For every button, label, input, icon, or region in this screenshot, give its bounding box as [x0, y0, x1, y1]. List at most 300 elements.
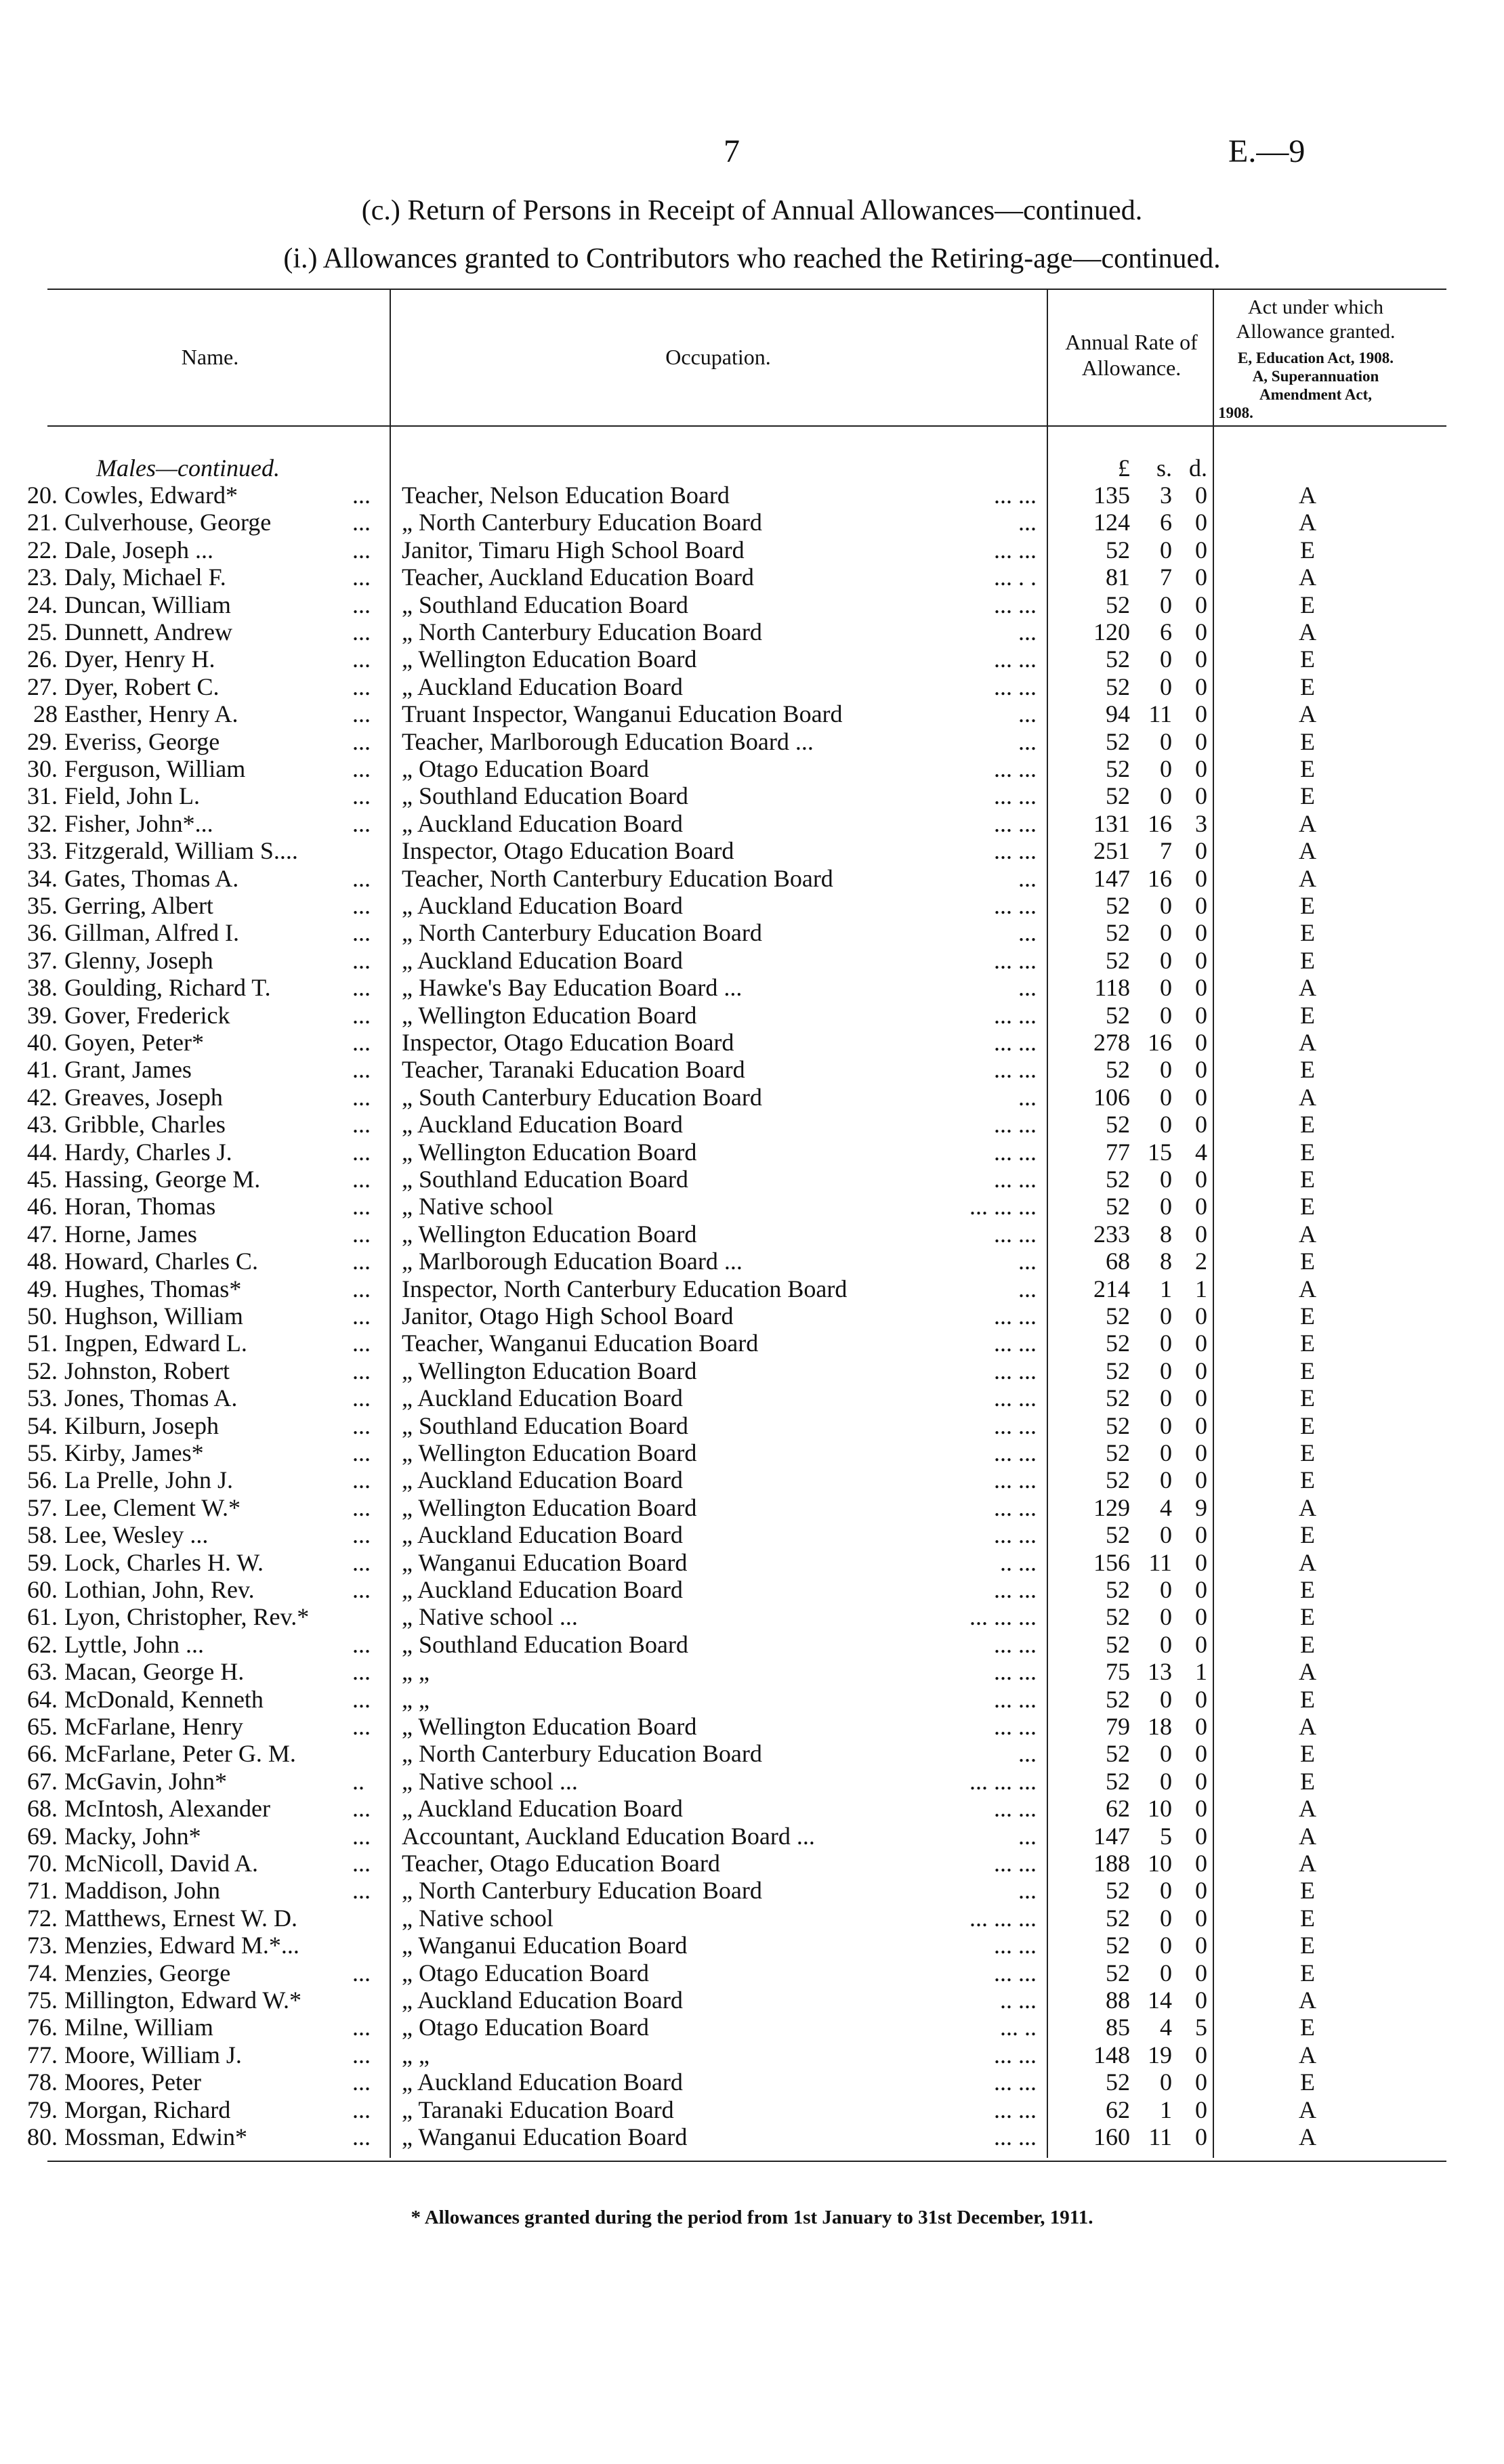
table-row [0, 947, 1504, 974]
name-leader-dots: ... [352, 1384, 371, 1412]
occupation-leader-dots: ... ... [994, 1029, 1037, 1056]
row-number: 31. [27, 782, 58, 810]
table-row [0, 1549, 1504, 1576]
occupation-leader-dots: ... ... [994, 755, 1037, 782]
rate-pence: 0 [1195, 1439, 1207, 1466]
rate-pounds: 52 [1106, 1302, 1130, 1330]
occupation-leader-dots: ... ... [994, 1658, 1037, 1686]
rate-pence: 5 [1195, 2014, 1207, 2041]
person-name: Ferguson, William [64, 755, 246, 782]
rate-pence: 0 [1195, 1056, 1207, 1084]
rate-pounds: 160 [1093, 2123, 1130, 2150]
occupation: „ Auckland Education Board [402, 946, 683, 974]
occupation: „ Wanganui Education Board [402, 1932, 688, 1959]
occupation-leader-dots: ... ... [994, 1384, 1037, 1412]
occupation-leader-dots: ... ... [994, 1166, 1037, 1193]
rate-pounds: 233 [1093, 1220, 1130, 1248]
row-number: 55. [27, 1439, 58, 1466]
rate-pounds: 147 [1093, 864, 1130, 892]
rate-pence: 0 [1195, 2041, 1207, 2068]
name-leader-dots: ... [352, 1877, 371, 1905]
occupation-leader-dots: ... ... [994, 2096, 1037, 2123]
table-row [0, 1905, 1504, 1932]
rate-pounds: 79 [1106, 1713, 1130, 1740]
person-name: Lothian, John, Rev. [64, 1576, 255, 1603]
act-code: A [1299, 1795, 1316, 1823]
person-name: Moore, William J. [64, 2041, 242, 2068]
name-leader-dots: ... [352, 1439, 371, 1466]
rate-pounds: 129 [1093, 1493, 1130, 1521]
occupation-leader-dots: ... [1018, 1083, 1037, 1111]
name-leader-dots: ... [352, 2096, 371, 2123]
occupation: „ Wellington Education Board [402, 1493, 697, 1521]
row-number: 33. [27, 837, 58, 865]
name-leader-dots: ... [352, 1795, 371, 1823]
row-number: 53. [27, 1384, 58, 1412]
rate-shillings: 0 [1160, 1330, 1172, 1357]
name-leader-dots: ... [352, 2041, 371, 2068]
rate-shillings: 13 [1148, 1658, 1172, 1686]
row-number: 54. [27, 1411, 58, 1439]
rate-shillings: 4 [1160, 1493, 1172, 1521]
rate-shillings: 16 [1148, 809, 1172, 837]
act-code: A [1299, 1658, 1316, 1686]
occupation-leader-dots: ... ... [994, 1795, 1037, 1823]
rate-pence: 0 [1195, 1767, 1207, 1795]
person-name: Lee, Wesley ... [64, 1521, 209, 1549]
rate-shillings: 0 [1160, 755, 1172, 782]
name-leader-dots: ... [352, 2068, 371, 2096]
rate-shillings: 0 [1160, 1193, 1172, 1220]
rate-shillings: 0 [1160, 1001, 1172, 1029]
act-code: A [1299, 482, 1316, 509]
name-leader-dots: ... [352, 1411, 371, 1439]
person-name: Mossman, Edwin* [64, 2123, 247, 2150]
person-name: Gribble, Charles [64, 1111, 226, 1139]
rate-pounds: 62 [1106, 2096, 1130, 2123]
person-name: Hassing, George M. [64, 1166, 261, 1193]
name-leader-dots: ... [352, 892, 371, 919]
occupation-leader-dots: .. ... [1000, 1548, 1037, 1576]
occupation-leader-dots: ... ... [994, 1466, 1037, 1494]
table-row [0, 1275, 1504, 1302]
occupation-leader-dots: ... ... ... [969, 1603, 1037, 1631]
rate-pounds: 52 [1106, 1193, 1130, 1220]
document-code: E.—9 [1228, 133, 1305, 169]
rate-pence: 0 [1195, 946, 1207, 974]
table-row [0, 1084, 1504, 1111]
act-code: A [1299, 2123, 1316, 2150]
occupation: „ Wellington Education Board [402, 1357, 697, 1384]
name-leader-dots: ... [352, 946, 371, 974]
table-row [0, 1248, 1504, 1275]
person-name: La Prelle, John J. [64, 1466, 233, 1494]
allowance-subtitle: (i.) Allowances granted to Contributors who reached the Retiring-age—continued. [283, 243, 1221, 274]
rate-shillings: 6 [1160, 509, 1172, 536]
act-code: A [1299, 1220, 1316, 1248]
row-number: 57. [27, 1493, 58, 1521]
name-leader-dots: .. [352, 1767, 364, 1795]
table-row [0, 482, 1504, 509]
act-code: E [1300, 1302, 1315, 1330]
act-code: E [1300, 892, 1315, 919]
rate-pounds: 85 [1106, 2014, 1130, 2041]
rate-pence: 0 [1195, 1548, 1207, 1576]
rate-shillings: 0 [1160, 1466, 1172, 1494]
row-number: 29. [27, 727, 58, 755]
rate-pence: 0 [1195, 1987, 1207, 2014]
occupation: „ Auckland Education Board [402, 1111, 683, 1139]
act-code: A [1299, 2041, 1316, 2068]
row-number: 27. [27, 673, 58, 700]
table-row [0, 1220, 1504, 1248]
column-header-act-line6: 1908. [1218, 404, 1253, 421]
rate-pounds: 52 [1106, 645, 1130, 673]
rate-pounds: 147 [1093, 1822, 1130, 1850]
act-code: E [1300, 1056, 1315, 1084]
rate-pounds: 52 [1106, 1439, 1130, 1466]
rate-shillings: 0 [1160, 645, 1172, 673]
row-number: 59. [27, 1548, 58, 1576]
table-row [0, 1111, 1504, 1138]
person-name: Easther, Henry A. [64, 700, 238, 728]
rate-shillings: 0 [1160, 1302, 1172, 1330]
person-name: Dyer, Robert C. [64, 673, 220, 700]
rate-pounds: 88 [1106, 1987, 1130, 2014]
name-leader-dots: ... [352, 2014, 371, 2041]
row-number: 69. [27, 1822, 58, 1850]
column-header-name: Name. [181, 345, 239, 369]
occupation: „ North Canterbury Education Board [402, 1740, 762, 1768]
rate-pounds: 135 [1093, 482, 1130, 509]
occupation-leader-dots: ... ... [994, 1302, 1037, 1330]
occupation-leader-dots: ... ... [994, 1001, 1037, 1029]
name-leader-dots: ... [352, 1357, 371, 1384]
person-name: Maddison, John [64, 1877, 221, 1905]
name-leader-dots: ... [352, 1576, 371, 1603]
rate-shillings: 15 [1148, 1138, 1172, 1166]
name-leader-dots: ... [352, 919, 371, 947]
act-code: E [1300, 1439, 1315, 1466]
rate-pounds: 77 [1106, 1138, 1130, 1166]
rate-pence: 0 [1195, 1166, 1207, 1193]
name-leader-dots: ... [352, 1275, 371, 1302]
column-header-rate-line2: Allowance. [1081, 356, 1182, 380]
rate-shillings: 1 [1160, 1275, 1172, 1302]
rate-pounds: 52 [1106, 673, 1130, 700]
table-row [0, 728, 1504, 755]
person-name: Matthews, Ernest W. D. [64, 1904, 297, 1932]
name-leader-dots: ... [352, 1330, 371, 1357]
name-leader-dots: ... [352, 727, 371, 755]
person-name: McGavin, John* [64, 1767, 227, 1795]
row-number: 76. [27, 2014, 58, 2041]
rate-pounds: 52 [1106, 946, 1130, 974]
table-row [0, 1740, 1504, 1767]
column-header-rate-line1: Annual Rate of [1065, 330, 1198, 354]
rate-shillings: 1 [1160, 2096, 1172, 2123]
act-code: A [1299, 1275, 1316, 1302]
name-leader-dots: ... [352, 1521, 371, 1549]
person-name: Gover, Frederick [64, 1001, 230, 1029]
rate-pounds: 148 [1093, 2041, 1130, 2068]
rate-pounds: 52 [1106, 1959, 1130, 1987]
person-name: Fitzgerald, William S.... [64, 837, 298, 865]
rate-shillings: 16 [1148, 864, 1172, 892]
person-name: Dale, Joseph ... [64, 536, 213, 564]
rate-pence: 0 [1195, 564, 1207, 591]
rate-pounds: 81 [1106, 564, 1130, 591]
rate-pence: 0 [1195, 700, 1207, 728]
occupation: „ South Canterbury Education Board [402, 1083, 762, 1111]
act-code: E [1300, 1576, 1315, 1603]
occupation: „ Wellington Education Board [402, 1220, 697, 1248]
rate-pence: 0 [1195, 482, 1207, 509]
table-row [0, 509, 1504, 536]
table-row [0, 591, 1504, 618]
rate-pence: 0 [1195, 1795, 1207, 1823]
person-name: McFarlane, Peter G. M. [64, 1740, 296, 1768]
occupation: „ Southland Education Board [402, 782, 688, 810]
occupation: Truant Inspector, Wanganui Education Board [402, 700, 843, 728]
rate-pence: 0 [1195, 591, 1207, 618]
rate-pounds: 52 [1106, 1111, 1130, 1139]
name-leader-dots: ... [352, 809, 371, 837]
rate-pounds: 52 [1106, 782, 1130, 810]
row-number: 47. [27, 1220, 58, 1248]
rate-pounds: 52 [1106, 892, 1130, 919]
rate-shillings: 5 [1160, 1822, 1172, 1850]
row-number: 34. [27, 864, 58, 892]
person-name: Goyen, Peter* [64, 1029, 204, 1056]
rate-pounds: 52 [1106, 1411, 1130, 1439]
name-leader-dots: ... [352, 1685, 371, 1713]
person-name: Kilburn, Joseph [64, 1411, 219, 1439]
table-row [0, 1987, 1504, 2014]
row-number: 30. [27, 755, 58, 782]
act-code: A [1299, 564, 1316, 591]
act-code: E [1300, 1111, 1315, 1139]
name-leader-dots: ... [352, 645, 371, 673]
table-row [0, 1302, 1504, 1330]
table-row [0, 837, 1504, 864]
row-number: 43. [27, 1111, 58, 1139]
name-leader-dots: ... [352, 700, 371, 728]
rate-shillings: 19 [1148, 2041, 1172, 2068]
table-row [0, 1658, 1504, 1685]
name-leader-dots: ... [352, 1548, 371, 1576]
act-code: A [1299, 509, 1316, 536]
name-leader-dots: ... [352, 782, 371, 810]
rate-pence: 0 [1195, 1083, 1207, 1111]
rate-shillings: 8 [1160, 1248, 1172, 1275]
table-row [0, 974, 1504, 1001]
act-code: E [1300, 591, 1315, 618]
row-number: 64. [27, 1685, 58, 1713]
rate-pence: 0 [1195, 1302, 1207, 1330]
name-leader-dots: ... [352, 1138, 371, 1166]
rate-pence: 0 [1195, 1521, 1207, 1549]
rate-pence: 0 [1195, 1713, 1207, 1740]
occupation: „ Wellington Education Board [402, 645, 697, 673]
person-name: Culverhouse, George [64, 509, 272, 536]
occupation: „ Otago Education Board [402, 1959, 649, 1987]
occupation: „ North Canterbury Education Board [402, 1877, 762, 1905]
rate-pounds: 75 [1106, 1658, 1130, 1686]
rate-shillings: 0 [1160, 1904, 1172, 1932]
act-code: E [1300, 1138, 1315, 1166]
table-row [0, 919, 1504, 946]
table-row [0, 755, 1504, 782]
row-number: 32. [27, 809, 58, 837]
rate-shillings: 8 [1160, 1220, 1172, 1248]
rate-pence: 0 [1195, 1740, 1207, 1768]
row-number: 75. [27, 1987, 58, 2014]
rate-pence: 0 [1195, 1904, 1207, 1932]
occupation: „ Auckland Education Board [402, 892, 683, 919]
rate-pence: 0 [1195, 837, 1207, 865]
rate-pounds: 52 [1106, 1056, 1130, 1084]
occupation: „ „ [402, 1658, 430, 1686]
person-name: Gerring, Albert [64, 892, 213, 919]
occupation-leader-dots: ... .. [1000, 2014, 1037, 2041]
rate-shillings: 0 [1160, 591, 1172, 618]
rate-pence: 0 [1195, 1330, 1207, 1357]
row-number: 25. [27, 618, 58, 645]
table-row [0, 892, 1504, 919]
rate-pounds: 52 [1106, 727, 1130, 755]
person-name: Hughes, Thomas* [64, 1275, 242, 1302]
occupation: Teacher, Nelson Education Board [402, 482, 730, 509]
person-name: Gillman, Alfred I. [64, 919, 239, 947]
rate-shillings: 10 [1148, 1850, 1172, 1877]
unit-pence: d. [1189, 454, 1207, 482]
name-leader-dots: ... [352, 864, 371, 892]
row-number: 51. [27, 1330, 58, 1357]
occupation-leader-dots: ... [1018, 700, 1037, 728]
act-code: E [1300, 1959, 1315, 1987]
table-row [0, 1686, 1504, 1713]
occupation-leader-dots: .. ... [1000, 1987, 1037, 2014]
name-leader-dots: ... [352, 1029, 371, 1056]
occupation: Teacher, Wanganui Education Board [402, 1330, 759, 1357]
rate-pence: 0 [1195, 1193, 1207, 1220]
table-row [0, 1139, 1504, 1166]
row-number: 58. [27, 1521, 58, 1549]
occupation-leader-dots: ... ... [994, 1111, 1037, 1139]
act-code: E [1300, 673, 1315, 700]
occupation-leader-dots: ... ... [994, 2123, 1037, 2150]
rate-pence: 0 [1195, 1357, 1207, 1384]
rate-shillings: 0 [1160, 1521, 1172, 1549]
person-name: Howard, Charles C. [64, 1248, 258, 1275]
act-code: E [1300, 919, 1315, 947]
table-row [0, 1631, 1504, 1658]
rate-pence: 0 [1195, 1932, 1207, 1959]
table-row [0, 673, 1504, 700]
act-code: E [1300, 755, 1315, 782]
rate-shillings: 0 [1160, 1357, 1172, 1384]
rate-shillings: 18 [1148, 1713, 1172, 1740]
occupation: „ Wellington Education Board [402, 1001, 697, 1029]
person-name: Menzies, Edward M.*... [64, 1932, 299, 1959]
row-number: 24. [27, 591, 58, 618]
row-number: 45. [27, 1166, 58, 1193]
occupation: Inspector, Otago Education Board [402, 837, 734, 865]
occupation-leader-dots: ... [1018, 1740, 1037, 1768]
table-row [0, 1823, 1504, 1850]
column-header-act-line1: Act under which [1248, 296, 1383, 318]
act-code: E [1300, 645, 1315, 673]
name-leader-dots: ... [352, 2123, 371, 2150]
rate-pounds: 156 [1093, 1548, 1130, 1576]
act-code: E [1300, 1193, 1315, 1220]
row-number: 37. [27, 946, 58, 974]
occupation: „ Auckland Education Board [402, 1466, 683, 1494]
occupation: „ Marlborough Education Board ... [402, 1248, 743, 1275]
row-number: 40. [27, 1029, 58, 1056]
occupation-leader-dots: ... [1018, 1275, 1037, 1302]
rate-pounds: 52 [1106, 1740, 1130, 1768]
occupation: Teacher, North Canterbury Education Board [402, 864, 833, 892]
occupation: „ „ [402, 1685, 430, 1713]
name-leader-dots: ... [352, 1822, 371, 1850]
table-row [0, 1002, 1504, 1029]
occupation-leader-dots: ... ... ... [969, 1193, 1037, 1220]
rate-shillings: 0 [1160, 1959, 1172, 1987]
row-number: 72. [27, 1904, 58, 1932]
rate-shillings: 11 [1148, 700, 1172, 728]
rate-pence: 0 [1195, 864, 1207, 892]
person-name: Jones, Thomas A. [64, 1384, 238, 1412]
occupation-leader-dots: ... ... [994, 1576, 1037, 1603]
act-code: A [1299, 1029, 1316, 1056]
occupation-leader-dots: ... [1018, 727, 1037, 755]
occupation: „ Wellington Education Board [402, 1439, 697, 1466]
rate-pounds: 52 [1106, 2068, 1130, 2096]
occupation: „ Auckland Education Board [402, 1384, 683, 1412]
rate-shillings: 16 [1148, 1029, 1172, 1056]
act-code: E [1300, 536, 1315, 564]
row-number: 63. [27, 1658, 58, 1686]
name-leader-dots: ... [352, 755, 371, 782]
rate-pence: 0 [1195, 919, 1207, 947]
occupation-leader-dots: ... ... ... [969, 1767, 1037, 1795]
row-number: 26. [27, 645, 58, 673]
act-code: E [1300, 1740, 1315, 1768]
rate-pence: 0 [1195, 2068, 1207, 2096]
row-number: 41. [27, 1056, 58, 1084]
occupation-leader-dots: ... [1018, 1822, 1037, 1850]
name-leader-dots: ... [352, 1083, 371, 1111]
occupation-leader-dots: ... [1018, 509, 1037, 536]
row-number: 79. [27, 2096, 58, 2123]
table-row [0, 1768, 1504, 1795]
occupation-leader-dots: ... ... [994, 2041, 1037, 2068]
occupation: „ North Canterbury Education Board [402, 509, 762, 536]
rate-pence: 0 [1195, 782, 1207, 810]
rate-pence: 4 [1195, 1138, 1207, 1166]
table-row [0, 1576, 1504, 1603]
rate-pence: 0 [1195, 892, 1207, 919]
act-code: A [1299, 1493, 1316, 1521]
rate-pounds: 52 [1106, 919, 1130, 947]
row-number: 35. [27, 892, 58, 919]
occupation: Accountant, Auckland Education Board ... [402, 1822, 815, 1850]
person-name: Everiss, George [64, 727, 220, 755]
occupation: Janitor, Otago High School Board [402, 1302, 734, 1330]
name-leader-dots: ... [352, 1248, 371, 1275]
